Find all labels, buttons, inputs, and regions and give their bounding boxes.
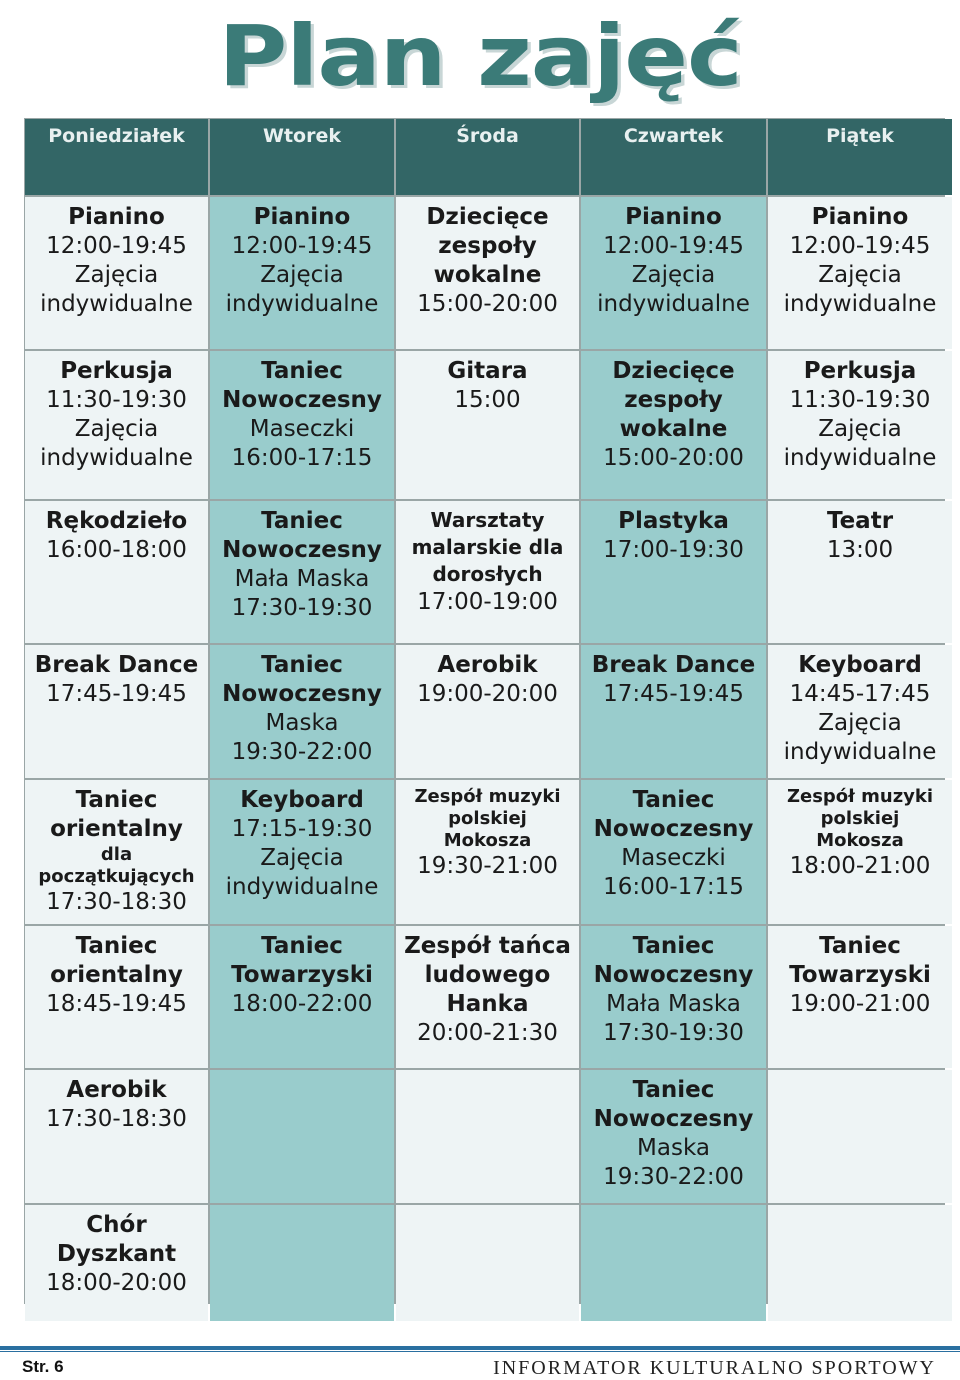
activity-detail: indywidualne [783,739,937,765]
activity-detail: indywidualne [40,291,193,317]
activity-detail: Nowoczesny [593,816,754,842]
activity-name: Pianino [253,204,351,230]
activity-detail: wokalne [619,416,728,442]
activity-name: Perkusja [803,358,917,384]
activity-detail: 16:00-17:15 [231,445,373,471]
activity-name: Aerobik [66,1077,167,1103]
schedule-cell [25,197,208,349]
schedule-cell [25,780,208,924]
activity-name: Pianino [625,204,722,230]
schedule-cell [396,1070,579,1203]
activity-detail: 16:00-18:00 [46,537,187,563]
page-title: Plan zajęć [218,7,742,105]
activity-detail: 11:30-19:30 [789,387,931,413]
activity-detail: Maska [637,1135,710,1161]
page-number: Str. 6 [22,1357,64,1376]
activity-detail: Maska [265,710,339,736]
activity-name: Taniec [632,787,715,813]
activity-detail: Mała Maska [234,566,370,592]
activity-detail: 17:00-19:00 [417,589,558,615]
activity-detail: 15:00 [454,387,521,413]
activity-name: Keyboard [798,652,922,678]
activity-detail: 17:30-19:30 [231,595,373,621]
activity-detail: 17:45-19:45 [46,681,187,707]
schedule-cell [396,501,579,643]
schedule-table [24,118,945,1304]
activity-detail: Nowoczesny [593,962,754,988]
activity-detail: 19:30-22:00 [603,1164,744,1190]
activity-detail: 13:00 [826,537,894,563]
day-header: Poniedziałek [25,119,208,195]
activity-detail: indywidualne [40,445,193,471]
schedule-cell [396,1205,579,1321]
activity-detail: 17:45-19:45 [603,681,744,707]
schedule-cell [581,926,766,1068]
activity-detail: Towarzyski [789,962,931,988]
schedule-cell [768,1070,952,1203]
schedule-cell [768,1205,952,1321]
schedule-cell [581,645,766,778]
activity-detail: Zajęcia [818,710,902,736]
activity-detail: Dyszkant [56,1241,177,1267]
schedule-cell [25,645,208,778]
schedule-cell [210,780,394,924]
activity-detail: początkujących [38,866,195,887]
schedule-cell [768,780,952,924]
activity-detail: Towarzyski [231,962,373,988]
activity-detail: 18:00-21:00 [789,853,931,879]
schedule-cell [210,1205,394,1321]
activity-name: Taniec [261,358,343,384]
activity-name: Keyboard [240,787,364,813]
activity-name: Perkusja [60,358,173,384]
publication-name: INFORMATOR KULTURALNO SPORTOWY [493,1357,936,1379]
activity-detail: 17:15-19:30 [231,816,373,842]
schedule-cell [210,501,394,643]
schedule-cell [210,351,394,499]
activity-name: Taniec [261,933,343,959]
activity-name: Aerobik [437,652,538,678]
activity-detail: 17:30-18:30 [46,1106,187,1132]
activity-name: Chór [86,1212,147,1238]
activity-detail: 17:00-19:30 [603,537,744,563]
activity-name: Pianino [68,204,165,230]
day-header: Czwartek [581,119,766,195]
activity-detail: 19:00-21:00 [789,991,931,1017]
activity-detail: Zajęcia [260,845,344,871]
schedule-cell [581,1070,766,1203]
schedule-cell [25,926,208,1068]
activity-detail: Nowoczesny [593,1106,754,1132]
activity-detail: orientalny [50,816,183,842]
activity-name: Break Dance [591,652,756,678]
schedule-cell [210,197,394,349]
schedule-cell [210,645,394,778]
activity-name: Dziecięce [426,204,549,230]
activity-detail: indywidualne [783,291,937,317]
activity-detail: 12:00-19:45 [231,233,373,259]
activity-detail: 19:00-20:00 [417,681,558,707]
schedule-cell [768,926,952,1068]
activity-name: Teatr [826,508,894,534]
activity-detail: 14:45-17:45 [789,681,931,707]
schedule-cell [25,1070,208,1203]
activity-name: Gitara [447,358,528,384]
schedule-cell [210,1070,394,1203]
activity-name: Zespół muzyki [414,786,561,807]
activity-name: Zespół muzyki [786,786,934,807]
activity-detail: zespoły [624,387,723,413]
activity-detail: 20:00-21:30 [417,1020,558,1046]
activity-name: Rękodzieło [45,508,188,534]
schedule-cell [768,501,952,643]
day-header: Wtorek [210,119,394,195]
schedule-cell [25,1205,208,1321]
activity-detail: Zajęcia [74,416,159,442]
activity-detail: Hanka [446,991,529,1017]
schedule-cell [396,645,579,778]
activity-detail: Zajęcia [74,262,159,288]
schedule-cell [210,926,394,1068]
activity-name: Taniec [261,652,343,678]
activity-detail: 12:00-19:45 [46,233,187,259]
activity-detail: Maseczki [249,416,355,442]
footer-divider-thin [0,1351,960,1352]
activity-name: Taniec [819,933,901,959]
activity-name: Taniec [75,933,158,959]
day-header: Środa [396,119,579,195]
schedule-cell [768,351,952,499]
activity-detail: 15:00-20:00 [417,291,558,317]
activity-name: Taniec [632,1077,715,1103]
activity-detail: dorosłych [432,562,543,586]
activity-name: Zespół tańca [404,933,571,959]
schedule-cell [396,197,579,349]
activity-detail: 18:45-19:45 [46,991,187,1017]
activity-detail: Zajęcia [631,262,716,288]
activity-detail: Mokosza [816,830,904,851]
activity-detail: 11:30-19:30 [46,387,187,413]
activity-detail: 12:00-19:45 [603,233,744,259]
activity-detail: Maseczki [621,845,726,871]
activity-name: Taniec [632,933,715,959]
schedule-cell [768,645,952,778]
activity-detail: indywidualne [225,874,379,900]
schedule-cell [25,351,208,499]
schedule-cell [581,780,766,924]
schedule-cell [581,501,766,643]
activity-detail: 19:30-22:00 [231,739,373,765]
activity-detail: orientalny [50,962,183,988]
schedule-cell [768,197,952,349]
activity-detail: dla [100,844,133,865]
activity-detail: 16:00-17:15 [603,874,744,900]
activity-detail: malarskie dla [411,535,564,559]
schedule-cell [25,501,208,643]
activity-detail: 18:00-20:00 [46,1270,187,1296]
schedule-cell [396,351,579,499]
schedule-cell [581,1205,766,1321]
activity-detail: 12:00-19:45 [789,233,931,259]
activity-name: Break Dance [34,652,199,678]
schedule-cell [581,351,766,499]
activity-detail: Mokosza [443,830,532,851]
activity-detail: wokalne [433,262,542,288]
activity-name: Plastyka [618,508,729,534]
activity-name: Dziecięce [612,358,735,384]
activity-detail: Zajęcia [818,262,902,288]
day-header: Piątek [768,119,952,195]
activity-detail: polskiej [448,808,527,829]
footer-divider [0,1346,960,1350]
activity-detail: 18:00-22:00 [231,991,373,1017]
activity-detail: 19:30-21:00 [417,853,558,879]
schedule-cell [396,780,579,924]
activity-detail: Nowoczesny [222,681,382,707]
activity-detail: Nowoczesny [222,387,382,413]
activity-detail: Nowoczesny [222,537,382,563]
activity-name: Warsztaty [430,508,545,532]
schedule-cell [581,197,766,349]
activity-detail: indywidualne [225,291,379,317]
activity-detail: Zajęcia [818,416,902,442]
activity-detail: indywidualne [597,291,750,317]
schedule-cell [396,926,579,1068]
activity-detail: 17:30-19:30 [603,1020,744,1046]
activity-name: Pianino [811,204,909,230]
activity-detail: Zajęcia [260,262,344,288]
activity-detail: polskiej [820,808,900,829]
activity-detail: 17:30-18:30 [46,889,187,915]
activity-name: Taniec [75,787,158,813]
activity-detail: ludowego [424,962,551,988]
activity-name: Taniec [261,508,343,534]
activity-detail: zespoły [438,233,537,259]
activity-detail: indywidualne [783,445,937,471]
activity-detail: 15:00-20:00 [603,445,744,471]
activity-detail: Mała Maska [606,991,741,1017]
